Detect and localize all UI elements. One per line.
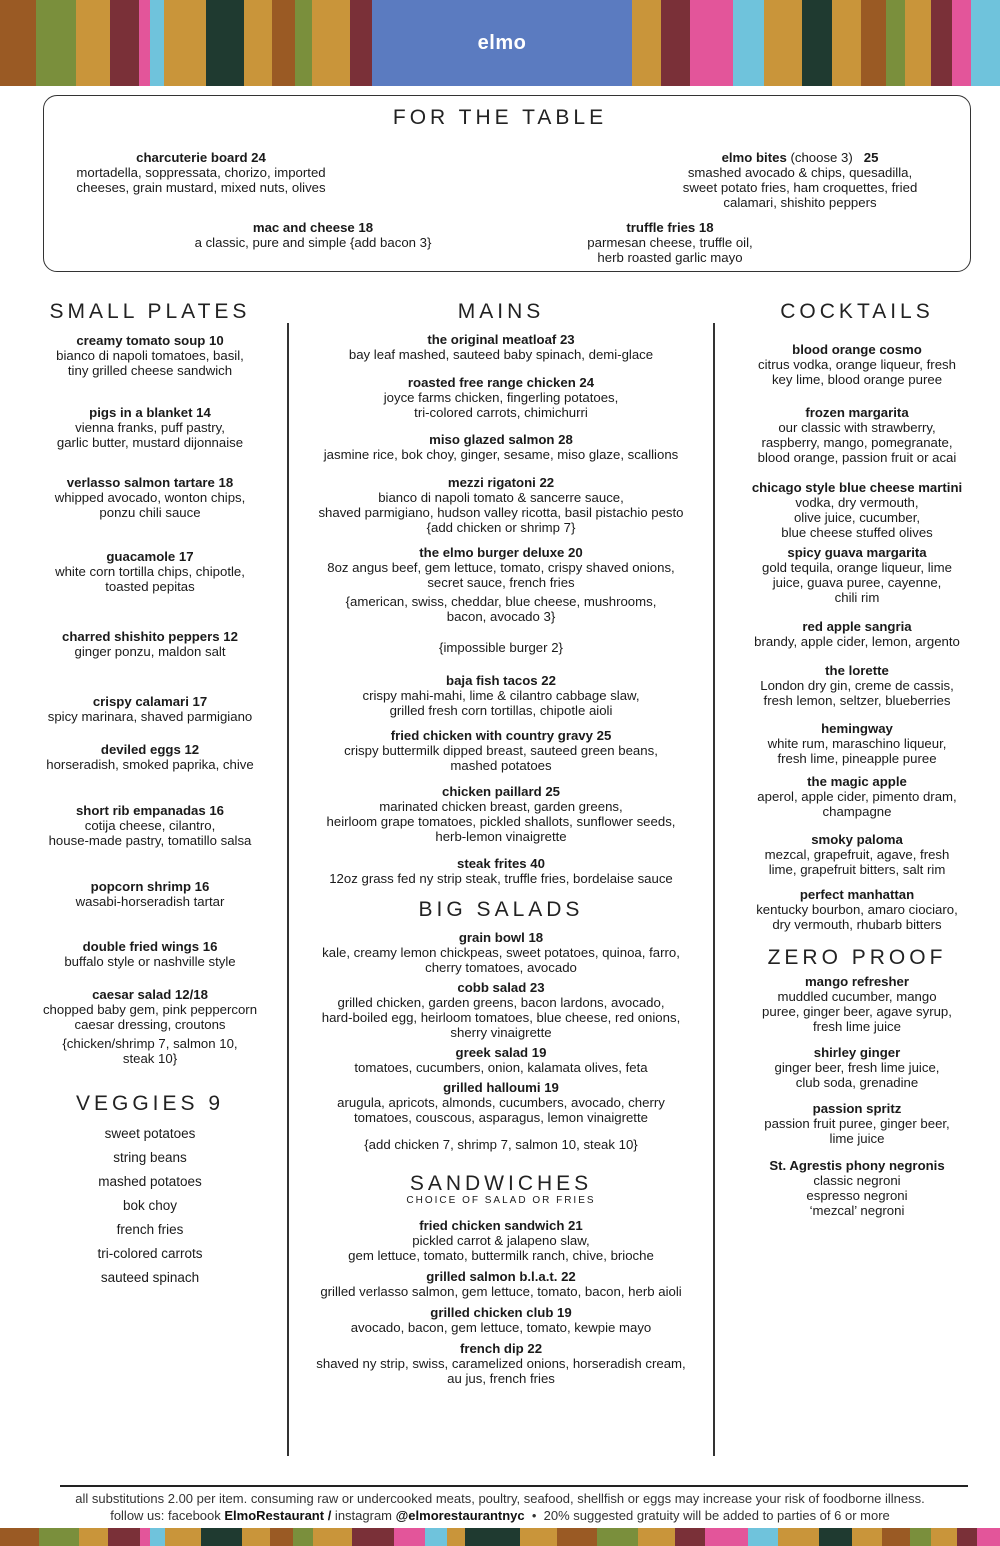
- zero-proof-title: ZERO PROOF: [767, 946, 947, 969]
- item-name: hemingway: [821, 721, 893, 736]
- item-name: smoky paloma: [811, 832, 903, 847]
- menu-item-mac-and-cheese: [170, 220, 456, 250]
- footer-social: [0, 1508, 1000, 1523]
- item-name: frozen margarita: [805, 405, 909, 420]
- stripe: [0, 0, 36, 86]
- menu-item: [726, 663, 988, 708]
- menu-item: [20, 549, 280, 594]
- stripe: [748, 1528, 778, 1546]
- item-desc: London dry gin, creme de cassis, fresh lemon, seltzer, blueberries: [760, 678, 954, 708]
- stripe: [270, 1528, 294, 1546]
- item-desc: ginger beer, fresh lime juice, club soda, grenadine: [774, 1060, 940, 1090]
- item-desc: passion fruit puree, ginger beer, lime juice: [764, 1116, 950, 1146]
- item-desc: bianco di napoli tomatoes, basil, tiny grilled cheese sandwich: [56, 348, 244, 378]
- left-column: [20, 300, 280, 1290]
- stripe: [0, 1528, 39, 1546]
- item-name: elmo bites: [721, 150, 787, 165]
- stripe: [832, 0, 861, 86]
- item-desc: mezcal, grapefruit, agave, fresh lime, grapefruit bitters, salt rim: [764, 847, 950, 877]
- item-name: baja fish tacos 22: [446, 673, 556, 688]
- item-name: the elmo burger deluxe 20: [419, 545, 583, 560]
- menu-item: [20, 629, 280, 659]
- item-name: charred shishito peppers 12: [62, 629, 238, 644]
- item-name: charcuterie board 24: [136, 150, 266, 165]
- menu-item: [20, 405, 280, 450]
- item-desc: kale, creamy lemon chickpeas, sweet potatoes, quinoa, farro, cherry tomatoes, avocado: [322, 945, 680, 975]
- item-name: chicken paillard 25: [441, 784, 560, 799]
- menu-item: [296, 1305, 706, 1335]
- stripe: [802, 0, 832, 86]
- stripe: [201, 1528, 242, 1546]
- veggies-list: [20, 1122, 280, 1290]
- item-desc: buffalo style or nashville style: [64, 954, 236, 969]
- stripe: [733, 0, 763, 86]
- item-desc: joyce farms chicken, fingerling potatoes, tri-colored carrots, chimichurri: [383, 390, 619, 420]
- menu-item: [726, 480, 988, 540]
- sandwiches-list: [296, 1218, 706, 1386]
- small-plates-title: SMALL PLATES: [49, 300, 251, 323]
- item-desc: mortadella, soppressata, chorizo, imported cheeses, grain mustard, mixed nuts, olives: [76, 165, 326, 195]
- stripe: [905, 0, 932, 86]
- menu-item: [20, 475, 280, 520]
- item-name: pigs in a blanket 14: [89, 405, 211, 420]
- menu-item: [20, 879, 280, 909]
- menu-item: [296, 1269, 706, 1299]
- item-desc: kentucky bourbon, amaro ciociaro, dry vermouth, rhubarb bitters: [756, 902, 958, 932]
- veggie-item: string beans: [113, 1150, 187, 1165]
- menu-item: [296, 728, 706, 773]
- column-divider-right: [713, 323, 715, 1456]
- menu-item: [20, 803, 280, 848]
- item-name: grilled halloumi 19: [443, 1080, 559, 1095]
- stripe: [638, 1528, 675, 1546]
- footer-rule: [60, 1485, 968, 1487]
- stripe: [165, 1528, 200, 1546]
- item-desc: our classic with strawberry, raspberry, mango, pomegranate, blood orange, passion fruit or acai: [757, 420, 957, 465]
- item-desc: 8oz angus beef, gem lettuce, tomato, crispy shaved onions, secret sauce, french fries: [327, 560, 675, 590]
- menu-item: [20, 742, 280, 772]
- stripe: [140, 1528, 150, 1546]
- item-name: mac and cheese 18: [252, 220, 374, 235]
- stripe: [690, 0, 734, 86]
- elmo-logo: elmo: [477, 31, 527, 54]
- menu-item: [726, 1158, 988, 1218]
- item-desc: brandy, apple cider, lemon, argento: [754, 634, 960, 649]
- item-desc: horseradish, smoked paprika, chive: [46, 757, 254, 772]
- item-name: creamy tomato soup 10: [76, 333, 224, 348]
- item-name: spicy guava margarita: [787, 545, 927, 560]
- menu-item: [726, 774, 988, 819]
- item-note: {impossible burger 2}: [439, 640, 563, 655]
- stripe: [110, 0, 139, 86]
- footer-follow: follow us: facebook: [110, 1508, 225, 1523]
- item-note: {american, swiss, cheddar, blue cheese, mushrooms, bacon, avocado 3}: [345, 594, 657, 624]
- menu-item: [296, 930, 706, 975]
- small-plates-list: [20, 333, 280, 1066]
- stripe: [705, 1528, 748, 1546]
- item-name: grilled chicken club 19: [430, 1305, 572, 1320]
- item-name: caesar salad 12/18: [92, 987, 208, 1002]
- stripe: [295, 0, 312, 86]
- item-desc: arugula, apricots, almonds, cucumbers, avocado, cherry tomatoes, couscous, asparagus, lemon vinaigrette: [337, 1095, 665, 1125]
- item-name: deviled eggs 12: [100, 742, 200, 757]
- stripe: [597, 1528, 638, 1546]
- item-name: cobb salad 23: [457, 980, 545, 995]
- menu-item: [296, 673, 706, 718]
- stripe: [882, 1528, 910, 1546]
- stripe: [520, 1528, 557, 1546]
- column-divider-left: [287, 323, 289, 1456]
- stripe: [312, 0, 350, 86]
- item-desc: citrus vodka, orange liqueur, fresh key lime, blood orange puree: [758, 357, 956, 387]
- item-desc: shaved ny strip, swiss, caramelized onions, horseradish cream, au jus, french fries: [316, 1356, 686, 1386]
- item-name: red apple sangria: [802, 619, 912, 634]
- menu-item: [296, 784, 706, 844]
- item-desc: vodka, dry vermouth, olive juice, cucumber, blue cheese stuffed olives: [781, 495, 933, 540]
- item-desc: bay leaf mashed, sauteed baby spinach, demi-glace: [348, 347, 654, 362]
- item-desc: chopped baby gem, pink peppercorn caesar dressing, croutons: [42, 1002, 258, 1032]
- item-name: the lorette: [825, 663, 889, 678]
- item-desc: classic negroni espresso negroni ‘mezcal’ negroni: [806, 1173, 908, 1218]
- menu-item: [296, 375, 706, 420]
- item-name: grilled salmon b.l.a.t. 22: [426, 1269, 576, 1284]
- footer-instagram-label: instagram: [331, 1508, 396, 1523]
- item-name: greek salad 19: [455, 1045, 547, 1060]
- stripe: [886, 0, 905, 86]
- menu-item: [726, 405, 988, 465]
- item-desc: crispy buttermilk dipped breast, sauteed green beans, mashed potatoes: [344, 743, 658, 773]
- sandwiches-subtitle: CHOICE OF SALAD OR FRIES: [406, 1195, 596, 1206]
- menu-item: [726, 721, 988, 766]
- footer-gratuity: • 20% suggested gratuity will be added to parties of 6 or more: [524, 1508, 890, 1523]
- item-desc: cotija cheese, cilantro, house-made pastry, tomatillo salsa: [48, 818, 252, 848]
- stripe: [957, 1528, 977, 1546]
- item-name: fried chicken sandwich 21: [419, 1218, 583, 1233]
- menu-item-charcuterie: [60, 150, 342, 195]
- stripe: [108, 1528, 140, 1546]
- stripe: [952, 0, 971, 86]
- menu-item: [726, 1045, 988, 1090]
- stripe: [778, 1528, 819, 1546]
- item-desc: spicy marinara, shaved parmigiano: [47, 709, 253, 724]
- item-desc: ginger ponzu, maldon salt: [74, 644, 226, 659]
- item-desc: grilled verlasso salmon, gem lettuce, tomato, bacon, herb aioli: [320, 1284, 682, 1299]
- footer-disclaimer: all substitutions 2.00 per item. consuming raw or undercooked meats, poultry, seafood, shellfish or eggs may increase your risk of foodborne illness.: [75, 1491, 925, 1506]
- stripe: [150, 1528, 166, 1546]
- item-name: the original meatloaf 23: [427, 332, 575, 347]
- item-name: shirley ginger: [813, 1045, 901, 1060]
- item-desc: vienna franks, puff pastry, garlic butter, mustard dijonnaise: [56, 420, 244, 450]
- item-name: grain bowl 18: [458, 930, 544, 945]
- item-desc: parmesan cheese, truffle oil, herb roasted garlic mayo: [587, 235, 753, 265]
- instagram-link[interactable]: @elmorestaurantnyc: [395, 1508, 525, 1523]
- stripe: [164, 0, 206, 86]
- sandwiches-title: SANDWICHES: [409, 1172, 593, 1195]
- menu-item: [726, 545, 988, 605]
- item-name: roasted free range chicken 24: [407, 375, 595, 390]
- menu-item: [20, 333, 280, 378]
- item-name: the magic apple: [807, 774, 907, 789]
- item-desc: bianco di napoli tomato & sancerre sauce, shaved parmigiano, hudson valley ricotta, basil pistachio pesto {add chicken or shrimp 7}: [318, 490, 684, 535]
- for-the-table-title: FOR THE TABLE: [392, 106, 608, 129]
- veggie-item: french fries: [116, 1222, 184, 1237]
- stripe: [852, 1528, 882, 1546]
- facebook-link[interactable]: ElmoRestaurant /: [224, 1508, 332, 1523]
- item-desc: 12oz grass fed ny strip steak, truffle fries, bordelaise sauce: [329, 871, 673, 886]
- item-name: mezzi rigatoni 22: [447, 475, 555, 490]
- stripe: [352, 1528, 393, 1546]
- veggie-item: tri-colored carrots: [97, 1246, 203, 1261]
- item-desc: white corn tortilla chips, chipotle, toasted pepitas: [55, 564, 245, 594]
- stripe: [931, 1528, 957, 1546]
- menu-item: [296, 432, 706, 462]
- item-name: chicago style blue cheese martini: [751, 480, 963, 495]
- item-desc: crispy mahi-mahi, lime & cilantro cabbage slaw, grilled fresh corn tortillas, chipotle aioli: [362, 688, 640, 718]
- item-name: fried chicken with country gravy 25: [390, 728, 612, 743]
- stripe: [150, 0, 163, 86]
- item-name: miso glazed salmon 28: [429, 432, 573, 447]
- stripe: [675, 1528, 705, 1546]
- right-column: [726, 300, 988, 1218]
- item-desc: wasabi-horseradish tartar: [75, 894, 225, 909]
- item-name: crispy calamari 17: [92, 694, 208, 709]
- cocktails-list: [726, 342, 988, 932]
- stripe: [242, 1528, 270, 1546]
- cocktails-title: COCKTAILS: [780, 300, 934, 323]
- veggie-item: sweet potatoes: [104, 1126, 196, 1141]
- menu-item: [726, 342, 988, 387]
- stripe: [293, 1528, 313, 1546]
- menu-item: [726, 832, 988, 877]
- menu-item: [296, 1080, 706, 1125]
- menu-item: [296, 332, 706, 362]
- menu-item-truffle-fries: [560, 220, 780, 265]
- item-name: truffle fries 18: [626, 220, 714, 235]
- bottom-stripe-band: [0, 1528, 1000, 1546]
- menu-item: [20, 694, 280, 724]
- menu-item: [296, 1045, 706, 1075]
- menu-item: [296, 1218, 706, 1263]
- item-desc: whipped avocado, wonton chips, ponzu chili sauce: [54, 490, 246, 520]
- stripe: [661, 0, 690, 86]
- item-name: steak frites 40: [457, 856, 545, 871]
- menu-item: [726, 887, 988, 932]
- item-desc: tomatoes, cucumbers, onion, kalamata olives, feta: [354, 1060, 648, 1075]
- item-desc: aperol, apple cider, pimento dram, champagne: [757, 789, 957, 819]
- item-desc: grilled chicken, garden greens, bacon lardons, avocado, hard-boiled egg, heirloom tomatoes, blue cheese, red onions, sherry vinaigrette: [321, 995, 681, 1040]
- item-name: mango refresher: [804, 974, 910, 989]
- stripe: [861, 0, 886, 86]
- item-note: {chicken/shrimp 7, salmon 10, steak 10}: [62, 1036, 238, 1066]
- item-name: St. Agrestis phony negronis: [769, 1158, 945, 1173]
- stripe: [465, 1528, 520, 1546]
- menu-item: [296, 856, 706, 886]
- stripe: [819, 1528, 852, 1546]
- item-desc: gold tequila, orange liqueur, lime juice, guava puree, cayenne, chili rim: [762, 560, 952, 605]
- menu-item: [726, 974, 988, 1034]
- item-desc: smashed avocado & chips, quesadilla, sweet potato fries, ham croquettes, fried calamari, shishito peppers: [682, 165, 918, 210]
- item-name: guacamole 17: [106, 549, 194, 564]
- menu-item: [296, 1341, 706, 1386]
- item-desc: avocado, bacon, gem lettuce, tomato, kewpie mayo: [350, 1320, 652, 1335]
- item-desc: jasmine rice, bok choy, ginger, sesame, miso glaze, scallions: [323, 447, 679, 462]
- menu-item: [296, 980, 706, 1040]
- veggies-title: VEGGIES 9: [75, 1092, 225, 1115]
- menu-item: [296, 545, 706, 655]
- stripe: [910, 1528, 932, 1546]
- item-name: french dip 22: [459, 1341, 543, 1356]
- mains-title: MAINS: [457, 300, 545, 323]
- stripe: [76, 0, 110, 86]
- stripe: [139, 0, 150, 86]
- stripe: [971, 0, 1000, 86]
- logo-block: [372, 0, 632, 86]
- big-salads-title: BIG SALADS: [418, 898, 584, 921]
- mains-list: [296, 332, 706, 886]
- item-name: double fried wings 16: [82, 939, 218, 954]
- stripe: [447, 1528, 465, 1546]
- stripe: [394, 1528, 426, 1546]
- item-name: perfect manhattan: [799, 887, 915, 902]
- stripe: [39, 1528, 78, 1546]
- stripe: [931, 0, 952, 86]
- menu-item: [726, 1101, 988, 1146]
- stripe: [557, 1528, 596, 1546]
- item-name: popcorn shrimp 16: [90, 879, 210, 894]
- zero-proof-list: [726, 974, 988, 1218]
- item-desc: marinated chicken breast, garden greens, heirloom grape tomatoes, pickled shallots, sunflower seeds, herb-lemon vinaigrette: [326, 799, 676, 844]
- menu-item-elmo-bites: [656, 150, 944, 210]
- item-name: verlasso salmon tartare 18: [66, 475, 234, 490]
- salad-addons: {add chicken 7, shrimp 7, salmon 10, steak 10}: [364, 1137, 638, 1152]
- stripe: [977, 1528, 1000, 1546]
- stripe: [206, 0, 244, 86]
- stripe: [244, 0, 273, 86]
- menu-item: [296, 475, 706, 535]
- item-desc: white rum, maraschino liqueur, fresh lime, pineapple puree: [767, 736, 947, 766]
- item-name: short rib empanadas 16: [75, 803, 225, 818]
- stripe: [272, 0, 295, 86]
- item-desc: a classic, pure and simple {add bacon 3}: [194, 235, 432, 250]
- stripe: [79, 1528, 109, 1546]
- item-desc: muddled cucumber, mango puree, ginger beer, agave syrup, fresh lime juice: [762, 989, 952, 1034]
- stripe: [764, 0, 802, 86]
- item-desc: pickled carrot & jalapeno slaw, gem lettuce, tomato, buttermilk ranch, chive, brioche: [348, 1233, 654, 1263]
- veggie-item: mashed potatoes: [98, 1174, 202, 1189]
- item-price: 25: [863, 150, 879, 165]
- item-extra: (choose 3): [786, 150, 864, 165]
- veggie-item: sauteed spinach: [100, 1270, 200, 1285]
- stripe: [36, 0, 76, 86]
- middle-column: [296, 300, 706, 1386]
- big-salads-list: [296, 930, 706, 1125]
- item-name: blood orange cosmo: [792, 342, 922, 357]
- menu-item: [20, 939, 280, 969]
- menu-item: [726, 619, 988, 649]
- stripe: [425, 1528, 447, 1546]
- menu-item: [20, 987, 280, 1066]
- item-name: passion spritz: [812, 1101, 902, 1116]
- stripe: [313, 1528, 352, 1546]
- veggie-item: bok choy: [122, 1198, 178, 1213]
